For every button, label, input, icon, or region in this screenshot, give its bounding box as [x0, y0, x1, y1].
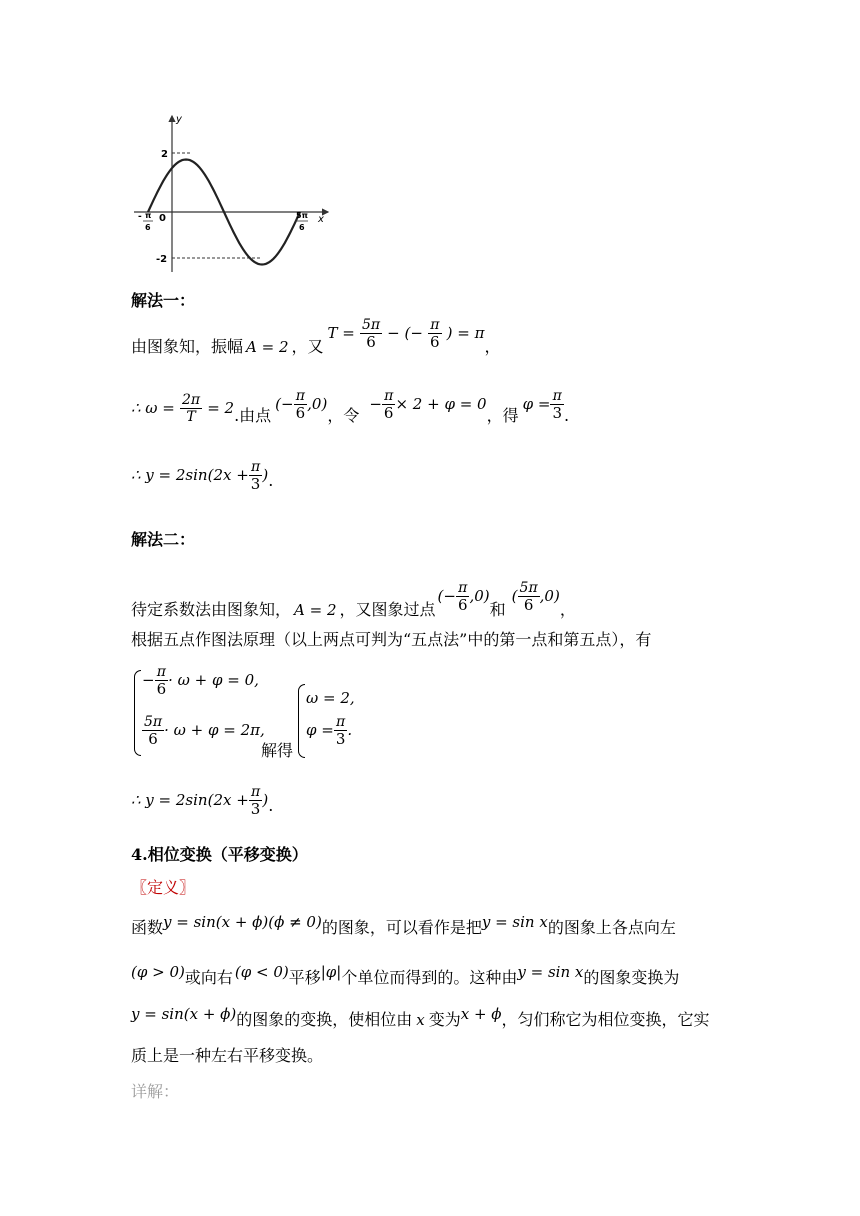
- method1-let: ，令: [327, 406, 360, 425]
- method1-line1-sep: ，又: [291, 337, 324, 356]
- section4-p3-xphi: x + ϕ: [460, 1005, 502, 1023]
- system1-row2: [142, 714, 265, 747]
- method1-point-frac: $\frac{\pi}{6}$: [295, 388, 306, 422]
- method1-line1-text: 由图象知，振幅: [131, 337, 244, 356]
- system2-row2-eq: φ =: [306, 721, 334, 739]
- system1-row1-frac: $\frac{\pi}{6}$: [156, 664, 167, 698]
- sine-graph: [128, 110, 338, 280]
- method2-line2: 根据五点作图法原理（以上两点可判为“五点法”中的第一点和第五点），有: [131, 630, 652, 649]
- system1-row1: − $\frac{\pi}{6}$ · ω + φ = 0,: [142, 664, 259, 698]
- method1-phi-label: φ =: [522, 395, 551, 413]
- method2-heading: 解法二：: [131, 530, 196, 549]
- tick-y-bottom: -2: [156, 254, 168, 265]
- method1-heading: 解法一：: [131, 291, 196, 310]
- method2-result-line: [131, 784, 274, 823]
- method2-result-end: .: [268, 796, 274, 815]
- section4-para-line1: [131, 913, 676, 938]
- y-axis-label: y: [176, 114, 182, 125]
- method1-eq-frac: $\frac{\pi}{6}$: [383, 388, 394, 422]
- section4-p1-func: y = sin(x + ϕ)(ϕ ≠ 0): [163, 913, 322, 931]
- method2-point2-frac: $\frac{5\pi}{6}$: [519, 580, 538, 614]
- section4-p1-sinx: y = sin x: [481, 913, 548, 931]
- system1-row2-eq: · ω + φ = 2π,: [164, 721, 265, 739]
- method1-line2-end: .: [564, 406, 570, 425]
- section4-para-line2: [131, 963, 680, 988]
- method1-frac-2pi-T: $\frac{2\pi}{T}$: [181, 392, 201, 425]
- section4-para-line4: 质上是一种左右平移变换。: [131, 1046, 324, 1065]
- method2-and: 和: [489, 600, 506, 619]
- method1-phi-frac: $\frac{\pi}{3}$: [552, 388, 562, 422]
- system1-row2-frac: $\frac{5\pi}{6}$: [144, 714, 163, 748]
- method1-from-point: .由点: [234, 406, 272, 425]
- system1-brace: [134, 670, 141, 756]
- method1-period-end: ) = π: [446, 324, 485, 342]
- tick-right-num: 5π: [296, 211, 308, 220]
- section4-p2-left: (φ > 0): [131, 963, 185, 981]
- tick-left-den: 6: [145, 223, 151, 232]
- system2-row2: φ = $\frac{\pi}{3}$ .: [306, 714, 353, 748]
- method1-result-close: ): [262, 466, 269, 484]
- section4-para-line3: [131, 1005, 710, 1030]
- method2-amplitude: A = 2: [294, 601, 337, 619]
- section4-p1-a: 函数: [131, 918, 164, 937]
- method1-frac-pi-6: $\frac{\pi}{6}$: [430, 317, 440, 351]
- method1-line1-comma: ，: [484, 337, 501, 356]
- section4-p3-a: 的图象的变换，使相位由: [236, 1010, 413, 1029]
- method1-frac-5pi-6: $\frac{5\pi}{6}$: [361, 317, 381, 351]
- method1-result-frac: $\frac{\pi}{3}$: [250, 459, 261, 493]
- method2-result-frac: $\frac{\pi}{3}$: [250, 784, 261, 818]
- section4-p2-abs: |φ|: [320, 963, 342, 981]
- method1-result: ∴ y = 2sin(2x +: [131, 466, 249, 484]
- system2-row2-frac: $\frac{\pi}{3}$: [335, 714, 346, 748]
- tick-right-den: 6: [299, 223, 305, 232]
- section4-p2-a: 或向右: [184, 968, 233, 987]
- method1-line3-end: .: [268, 471, 274, 490]
- system2-row1: [306, 688, 355, 707]
- section4-p3-x: x: [416, 1011, 425, 1029]
- section4-p3-c: ，匀们称它为相位变换，它实: [501, 1010, 710, 1029]
- method1-amplitude: A = 2: [246, 338, 289, 356]
- section4-definition-label: 〖定义〗: [131, 878, 196, 897]
- system2-brace: [298, 684, 305, 758]
- method2-result-close: ): [262, 791, 269, 809]
- method2-line1-text: 待定系数法由图象知，: [131, 600, 292, 619]
- section4-p2-d: 的图象变换为: [583, 968, 680, 987]
- method2-line1-comma: ，: [559, 600, 576, 619]
- method2-pass: ，又图象过点: [339, 600, 436, 619]
- method2-result: ∴ y = 2sin(2x +: [131, 791, 249, 809]
- method1-period-label: T =: [327, 324, 355, 342]
- method1-line2: ∴ ω = $\frac{2\pi}{T}$ = 2.由点(− $\frac{\pi}{6}$ ,0)，令− $\frac{\pi}{6}$ × 2 + φ = 0，得φ = $\frac{\pi}{3}$ .: [131, 388, 570, 425]
- system1-row1-eq: · ω + φ = 0,: [168, 671, 259, 689]
- method1-line3: [131, 459, 274, 498]
- tick-left-sign: -: [138, 212, 142, 222]
- section4-p1-b: 的图象，可以看作是把: [321, 918, 482, 937]
- method2-solve: 解得: [261, 741, 294, 760]
- tick-y-top: 2: [161, 149, 168, 160]
- section4-p3-func: y = sin(x + ϕ): [131, 1005, 237, 1023]
- section4-p2-right: (φ < 0): [234, 963, 289, 981]
- system2-row1-eq: ω = 2,: [306, 689, 355, 707]
- method2-line1: 待定系数法由图象知， A = 2 ，又图象过点(− $\frac{\pi}{6}$ ,0)和( $\frac{5\pi}{6}$ ,0)，: [131, 580, 576, 619]
- method1-phase-eq: × 2 + φ = 0: [395, 395, 487, 413]
- method1-line1: [131, 317, 501, 364]
- section4-heading: 4.相位变换（平移变换）: [131, 845, 308, 864]
- method1-point-close: ,0): [307, 395, 328, 413]
- section4-p1-c: 的图象上各点向左: [547, 918, 676, 937]
- method1-minus: − (−: [387, 324, 423, 342]
- section4-p3-b: 变为: [428, 1010, 461, 1029]
- method1-get: ，得: [486, 406, 519, 425]
- method1-therefore-omega: ∴ ω =: [131, 399, 175, 417]
- method1-point-open: (−: [275, 395, 294, 413]
- method2-point1-frac: $\frac{\pi}{6}$: [457, 580, 468, 614]
- section4-p2-b: 平移: [288, 968, 321, 987]
- tick-left-num: π: [145, 211, 152, 220]
- section4-p2-sinx: y = sin x: [517, 963, 584, 981]
- detail-label: 详解：: [131, 1082, 180, 1101]
- origin-label: 0: [159, 213, 166, 224]
- method1-omega-value: = 2: [207, 399, 235, 417]
- x-axis-label: x: [318, 214, 324, 225]
- section4-p2-c: 个单位而得到的。这种由: [341, 968, 518, 987]
